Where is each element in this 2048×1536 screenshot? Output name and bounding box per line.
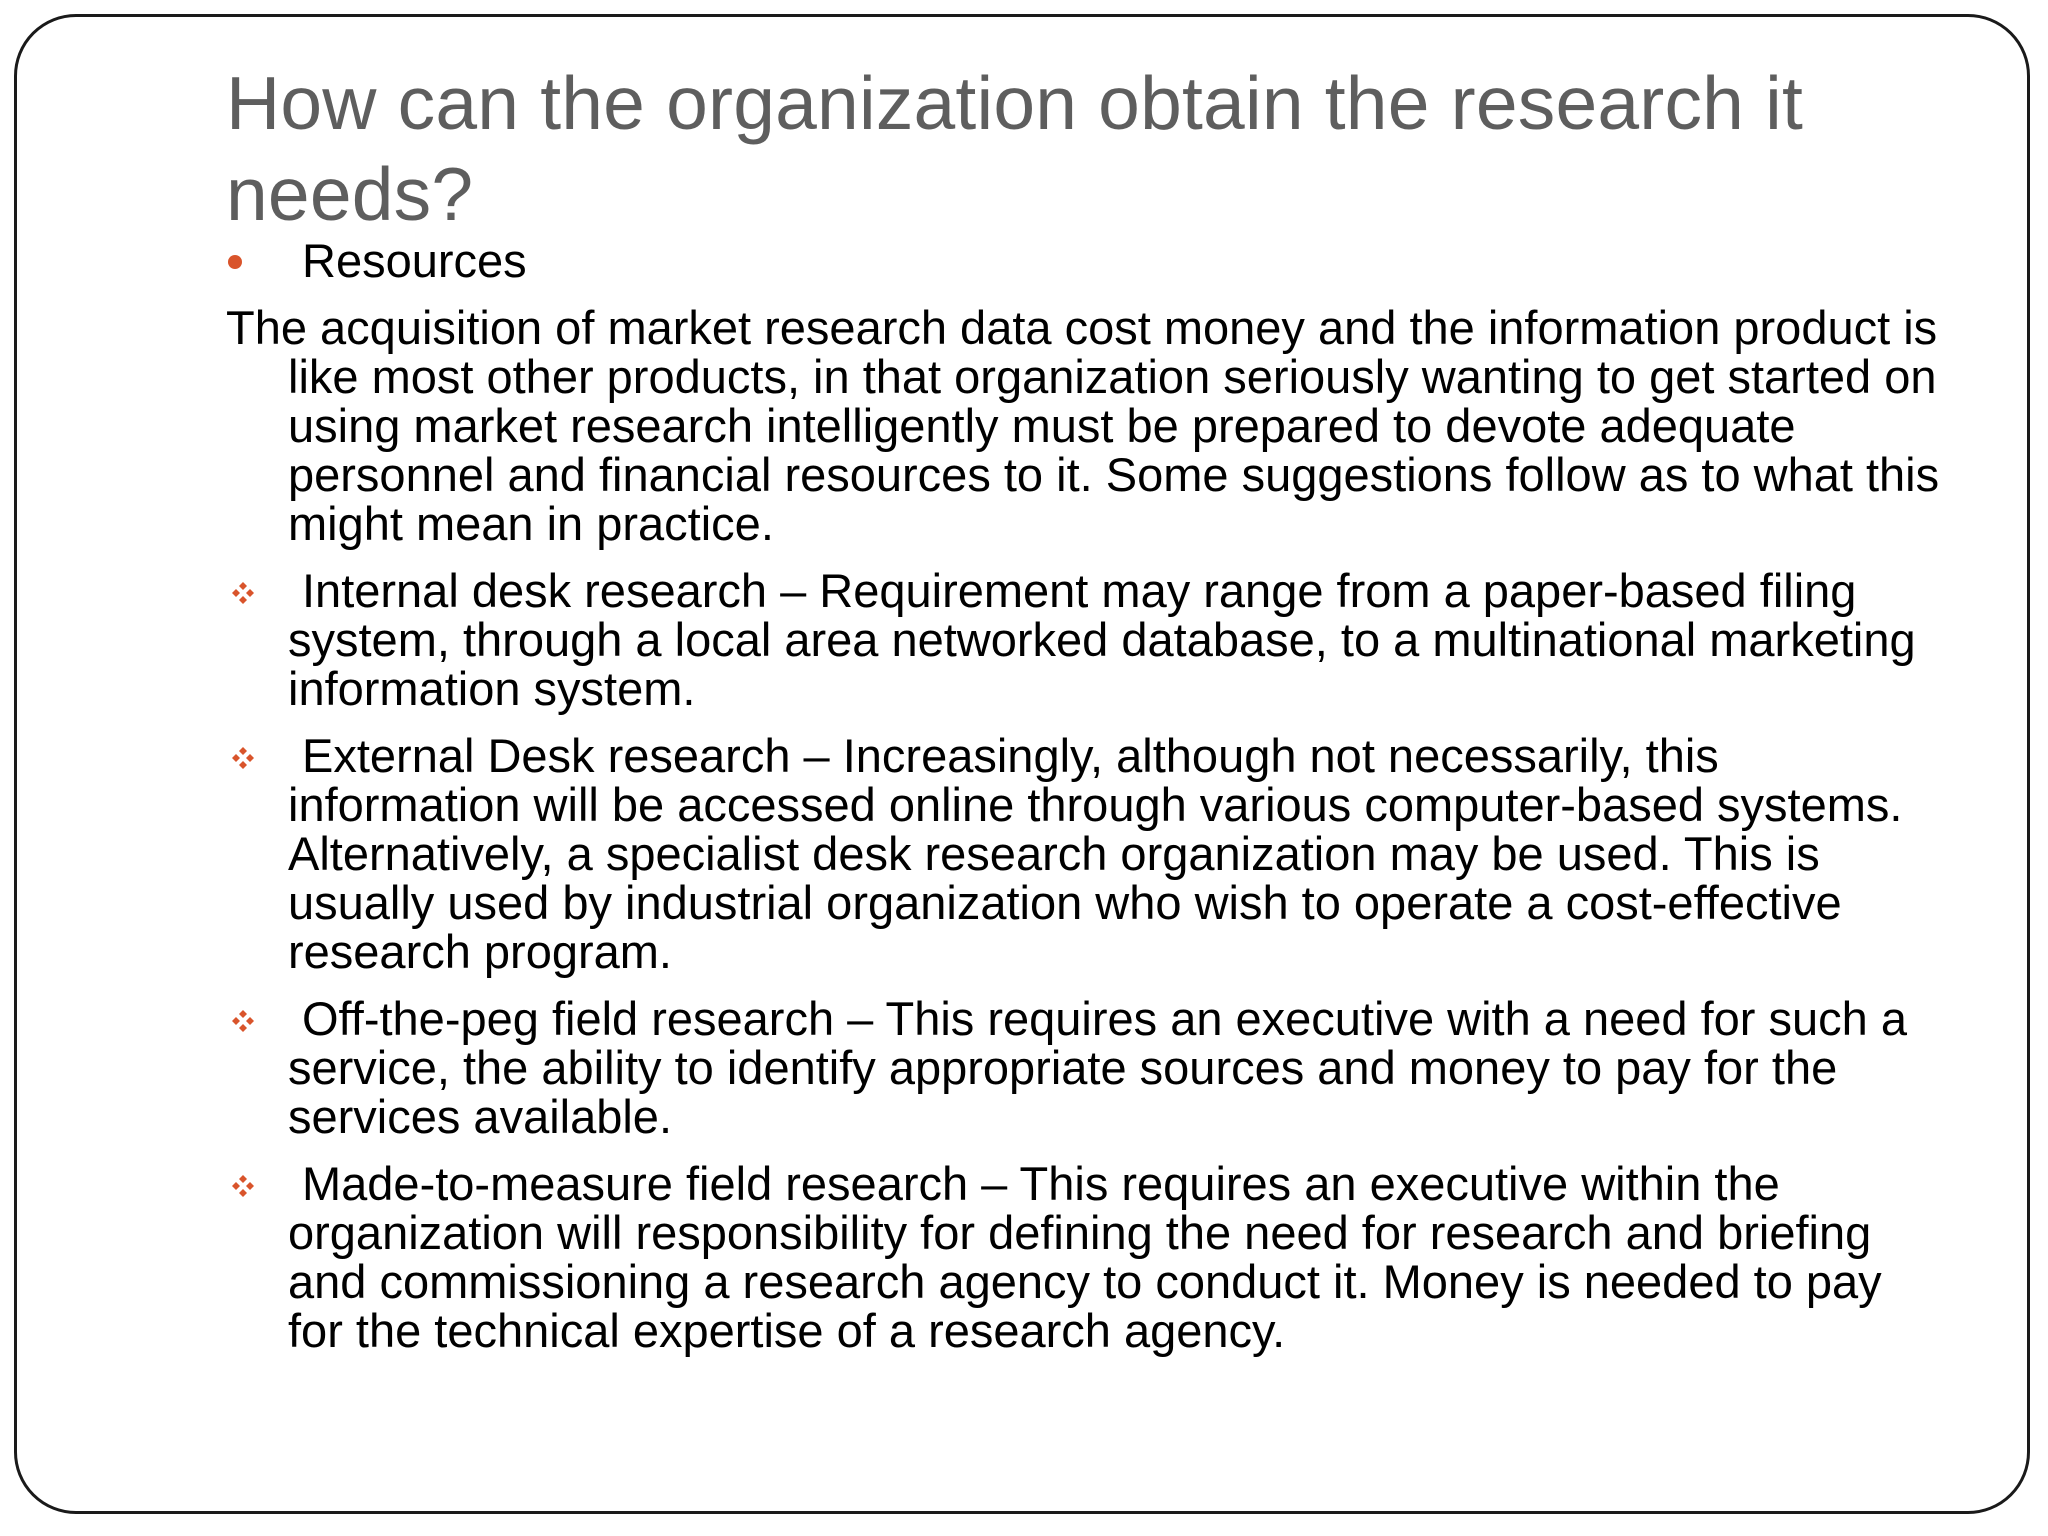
list-item-text: Off-the-peg field research – This requires an executive with a need for such a service, the ability to identify appropriate sources and money to pay for the services available. <box>288 992 1907 1143</box>
diamond-bullet-icon <box>230 1173 256 1199</box>
list-item-text: Internal desk research – Requirement may range from a paper-based filing system, through a local area networked database, to a multinational marketing information system. <box>288 564 1916 715</box>
dot-bullet-icon <box>228 255 242 269</box>
list-item-external-desk-research <box>226 731 1946 976</box>
diamond-bullet-icon <box>230 580 256 606</box>
list-item-off-the-peg-field-research <box>226 994 1946 1141</box>
slide-title: How can the organization obtain the research it needs? <box>226 61 1804 236</box>
list-item-made-to-measure-field-research <box>226 1159 1946 1355</box>
resources-label: Resources <box>302 234 527 287</box>
list-item-text: External Desk research – Increasingly, although not necessarily, this information will be accessed online through various computer-based systems. Alternatively, a specialist desk research organization may be used. This is usually used by industrial organization who wish to operate a cost-effective research program. <box>288 729 1903 978</box>
slide-body <box>226 236 1946 1373</box>
list-item-text: Made-to-measure field research – This requires an executive within the organization will responsibility for defining the need for research and briefing and commissioning a research agency to conduct it. Money is needed to pay for the technical expertise of a research agency. <box>288 1157 1882 1357</box>
list-item-internal-desk-research <box>226 566 1946 713</box>
diamond-bullet-icon <box>230 1008 256 1034</box>
resources-bullet <box>226 236 1946 285</box>
diamond-bullet-icon <box>230 745 256 771</box>
intro-paragraph: The acquisition of market research data cost money and the information product is like most other products, in that organization seriously wanting to get started on using market research intelligently must be prepared to devote adequate personnel and financial resources to it. Some suggestions follow as to what this might mean in practice. <box>226 301 1940 550</box>
